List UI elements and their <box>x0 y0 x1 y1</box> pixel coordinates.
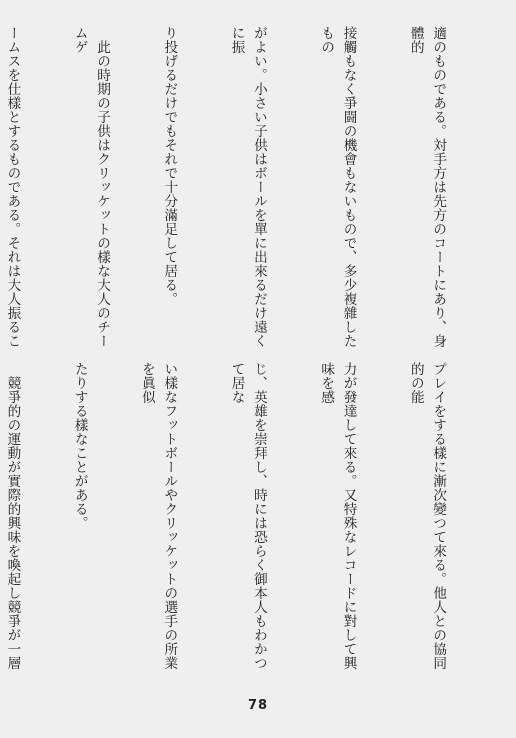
text-line: い樣なフットボールやクリッケットの選手の所業を眞似 <box>138 362 178 670</box>
text-line: 競爭的の運動が實際的興味を喚起し競爭が一層 <box>4 375 21 670</box>
text-line: 此の時期の子供はクリッケットの樣な大人のチームゲ <box>71 26 111 348</box>
text-line: がよい。小さい子供はボールを單に出來るだけ遠くに振 <box>228 26 267 348</box>
text-line: じ、英雄を崇拜し、時には恐らく御本人もわかつて居な <box>228 362 267 670</box>
text-line: り投げるだけでもそれで十分滿足して居る。 <box>161 26 178 306</box>
text-line: たりする樣なことがある。 <box>71 362 88 530</box>
text-line: 力が發達して來る。又特殊なレコードに對して興味を感 <box>318 362 357 670</box>
text-line: 適のものである。対手方は先方のコートにあり、身體的 <box>407 26 447 348</box>
lower-text-block <box>4 362 494 678</box>
page-number: 78 <box>247 698 269 713</box>
text-line: プレイをする樣に漸次變つて來る。他人との協同的の能 <box>407 362 447 670</box>
upper-text-block <box>4 26 494 348</box>
text-line: 接觸もなく爭闘の機會もないもので、多少複雜したもの <box>318 26 357 348</box>
text-line: ームスを仕樣とするものである。それは大人振るこ <box>4 26 21 348</box>
